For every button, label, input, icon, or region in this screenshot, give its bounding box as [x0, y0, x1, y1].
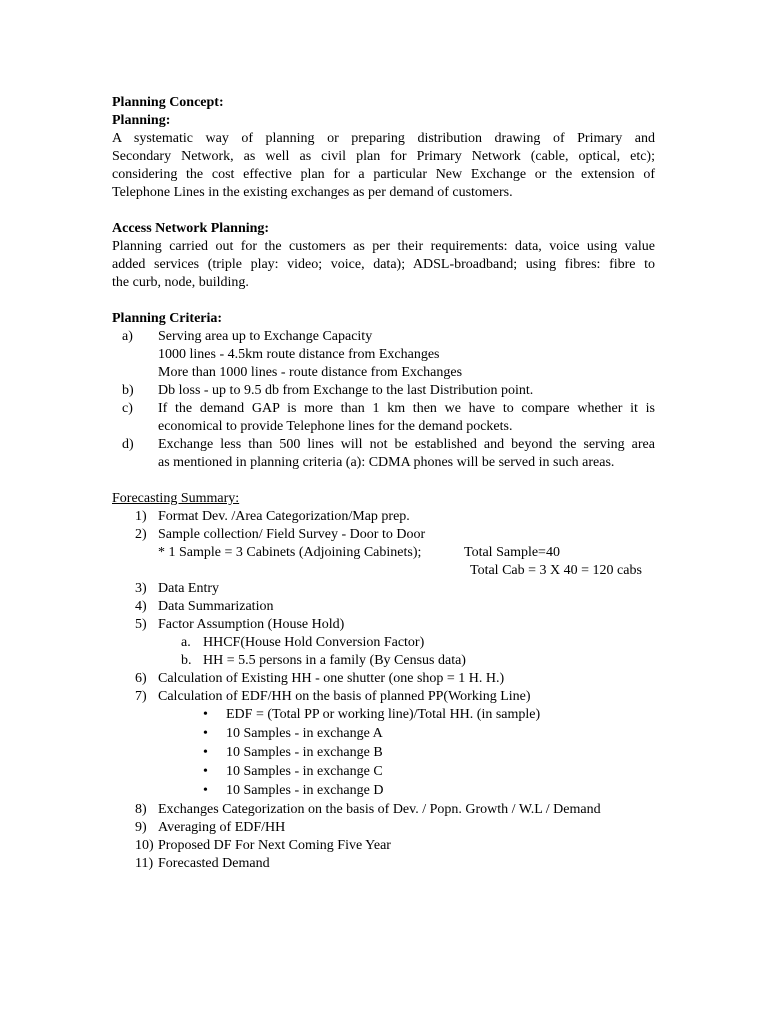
- forecast-text: * 1 Sample = 3 Cabinets (Adjoining Cabinets);: [158, 545, 422, 560]
- planning-line: considering the cost effective plan for a particular New Exchange or the extension of: [112, 167, 655, 182]
- criteria-text: as mentioned in planning criteria (a): CDMA phones will be served in such areas.: [158, 455, 615, 470]
- bullet-text: 10 Samples - in exchange C: [226, 764, 383, 779]
- access-line: the curb, node, building.: [112, 275, 249, 290]
- forecast-label: 7): [135, 689, 147, 704]
- forecast-text: Format Dev. /Area Categorization/Map prep.: [158, 509, 410, 524]
- criteria-text: Exchange less than 500 lines will not be established and beyond the serving area: [158, 437, 655, 452]
- forecast-text: Proposed DF For Next Coming Five Year: [158, 838, 391, 853]
- forecast-item: [112, 837, 655, 855]
- forecast-subitem: [112, 634, 655, 652]
- bullet-text: EDF = (Total PP or working line)/Total HH. (in sample): [226, 707, 541, 722]
- bullet-icon: •: [203, 783, 208, 798]
- access-line: Planning carried out for the customers as per their requirements: data, voice using value: [112, 239, 655, 254]
- planning-criteria-heading: Planning Criteria:: [112, 311, 223, 326]
- criteria-label: b): [122, 383, 134, 398]
- criteria-subline: [112, 346, 655, 364]
- forecast-label: 11): [135, 856, 154, 871]
- criteria-item: [112, 382, 655, 400]
- forecast-item: [112, 670, 655, 688]
- forecast-item: [112, 526, 655, 544]
- forecast-label: 9): [135, 820, 147, 835]
- bullet-item: [112, 725, 655, 744]
- bullet-item: [112, 763, 655, 782]
- forecast-sublabel: a.: [181, 635, 191, 650]
- forecast-item: [112, 855, 655, 873]
- forecast-text: Forecasted Demand: [158, 856, 270, 871]
- access-paragraph: [112, 238, 655, 292]
- forecasting-summary-heading: Forecasting Summary:: [112, 491, 240, 506]
- criteria-label: d): [122, 437, 134, 452]
- criteria-subline: [112, 364, 655, 382]
- criteria-label: c): [122, 401, 133, 416]
- bullet-item: [112, 706, 655, 725]
- bullet-icon: •: [203, 764, 208, 779]
- forecast-item: [112, 616, 655, 634]
- access-line: added services (triple play: video; voice, data); ADSL-broadband; using fibres: fibre to: [112, 257, 655, 272]
- criteria-text: 1000 lines - 4.5km route distance from Exchanges: [158, 347, 440, 362]
- forecast-label: 10): [135, 838, 154, 853]
- forecast-item: [112, 598, 655, 616]
- criteria-subline: [112, 418, 655, 436]
- forecast-text: Factor Assumption (House Hold): [158, 617, 345, 632]
- forecast-sublabel: b.: [181, 653, 192, 668]
- forecast-label: 8): [135, 802, 147, 817]
- forecast-label: 3): [135, 581, 147, 596]
- criteria-label: a): [122, 329, 133, 344]
- planning-concept-heading: Planning Concept:: [112, 95, 224, 110]
- forecast-subtext: HH = 5.5 persons in a family (By Census data): [203, 653, 466, 668]
- criteria-text: More than 1000 lines - route distance from Exchanges: [158, 365, 463, 380]
- forecast-item: [112, 819, 655, 837]
- forecast-note: [112, 562, 655, 580]
- planning-paragraph: [112, 130, 655, 202]
- criteria-item: [112, 328, 655, 346]
- forecast-label: 6): [135, 671, 147, 686]
- bullet-icon: •: [203, 745, 208, 760]
- forecast-label: 2): [135, 527, 147, 542]
- criteria-text: If the demand GAP is more than 1 km then we have to compare whether it is: [158, 401, 655, 416]
- planning-line: Secondary Network, as well as civil plan for Primary Network (cable, optical, etc);: [112, 149, 655, 164]
- forecast-text: Data Entry: [158, 581, 220, 596]
- bullet-icon: •: [203, 726, 208, 741]
- forecast-text: Data Summarization: [158, 599, 274, 614]
- forecast-item: [112, 508, 655, 526]
- forecast-label: 4): [135, 599, 147, 614]
- criteria-text: economical to provide Telephone lines for the demand pockets.: [158, 419, 513, 434]
- forecast-text: Averaging of EDF/HH: [158, 820, 286, 835]
- planning-line: Telephone Lines in the existing exchanges as per demand of customers.: [112, 185, 513, 200]
- criteria-text: Serving area up to Exchange Capacity: [158, 329, 373, 344]
- forecast-label: 1): [135, 509, 147, 524]
- criteria-subline: [112, 454, 655, 472]
- bullet-text: 10 Samples - in exchange D: [226, 783, 384, 798]
- forecast-text: Calculation of Existing HH - one shutter (one shop = 1 H. H.): [158, 671, 505, 686]
- access-network-heading: Access Network Planning:: [112, 221, 270, 236]
- planning-line: A systematic way of planning or preparing distribution drawing of Primary and: [112, 131, 655, 146]
- bullet-item: [112, 782, 655, 801]
- forecast-item: [112, 801, 655, 819]
- bullet-text: 10 Samples - in exchange B: [226, 745, 383, 760]
- criteria-item: [112, 400, 655, 418]
- criteria-item: [112, 436, 655, 454]
- forecast-note: [112, 544, 655, 562]
- forecast-text: Sample collection/ Field Survey - Door to Door: [158, 527, 426, 542]
- forecast-text: Exchanges Categorization on the basis of Dev. / Popn. Growth / W.L / Demand: [158, 802, 601, 817]
- bullet-icon: •: [203, 707, 208, 722]
- planning-heading: Planning:: [112, 113, 171, 128]
- bullet-text: 10 Samples - in exchange A: [226, 726, 383, 741]
- forecast-subitem: [112, 652, 655, 670]
- criteria-text: Db loss - up to 9.5 db from Exchange to the last Distribution point.: [158, 383, 534, 398]
- forecast-item: [112, 688, 655, 706]
- total-cab-text: Total Cab = 3 X 40 = 120 cabs: [470, 563, 642, 578]
- forecast-label: 5): [135, 617, 147, 632]
- forecast-item: [112, 580, 655, 598]
- bullet-item: [112, 744, 655, 763]
- total-sample-text: Total Sample=40: [464, 545, 560, 560]
- document-page: [112, 94, 655, 873]
- forecast-subtext: HHCF(House Hold Conversion Factor): [203, 635, 425, 650]
- forecast-text: Calculation of EDF/HH on the basis of planned PP(Working Line): [158, 689, 531, 704]
